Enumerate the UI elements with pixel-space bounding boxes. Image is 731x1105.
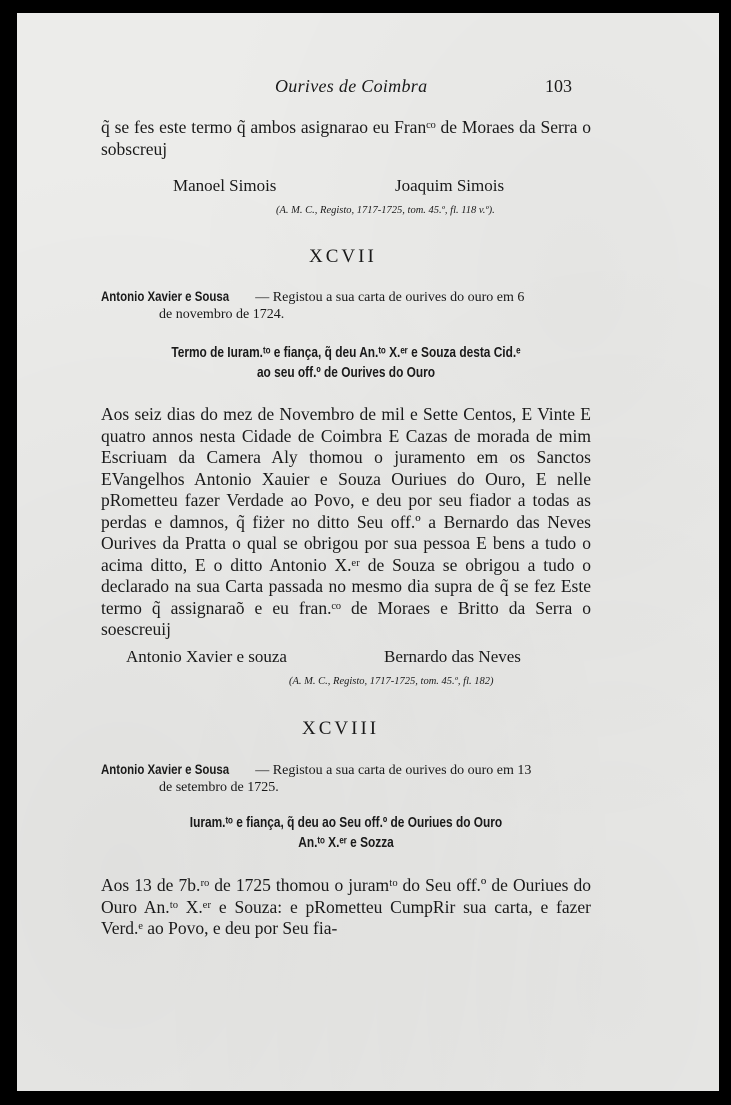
xcvii-summary-name: Antonio Xavier e Sousa	[101, 289, 230, 304]
xcvii-signature-right: Bernardo das Neves	[384, 647, 521, 666]
xcviii-heading-line1: Iuram.ᵗᵒ e fiança, q̃ deu ao Seu off.º de Ouriues do Ouro	[189, 815, 503, 831]
xcvii-citation: (A. M. C., Registo, 1717-1725, tom. 45.º, fl. 182)	[289, 676, 494, 687]
xcvi-closing-text: q̃ se fes este termo q̃ ambos asignarao eu Franᶜᵒ de Moraes da Serra o sobscreuj	[101, 117, 591, 159]
xcvii-body-text: Aos seiz dias do mez de Novembro de mil e Sette Centos, E Vinte E quatro annos nesta Cidade de Coimbra E Cazas de morada de mim Escriuam da Camera Aly thomou o juramento em os Sanctos EVangelhos Antonio Xauier e Souza Ouriues do Ouro, E nelle pRometteu fazer Verdade ao Povo, e deu por seu fiador a todas as perdas e damnos, q̃ fiżer no ditto Seu off.º a Bernardo das Neves Ourives da Pratta o qual se obrigou por sua pessoa E bens a tudo o acima ditto, E o ditto Antonio X.ᵉʳ de Souza se obrigou a tudo o declarado na sua Carta passada no mesmo dia supra de q̃ se fez Este termo q̃ assignaraõ e eu fran.ᶜᵒ de Moraes e Britto da Serra o soescreuij	[101, 404, 591, 639]
xcvi-signature-left: Manoel Simois	[173, 176, 277, 195]
xcvii-heading-line1: Termo de Iuram.ᵗᵒ e fiança, q̃ deu An.ᵗᵒ X.ᵉʳ e Souza desta Cid.ᵉ	[171, 345, 521, 361]
page-number: 103	[545, 76, 572, 96]
xcvii-summary	[101, 288, 591, 323]
xcviii-summary	[101, 761, 591, 796]
xcvi-citation: (A. M. C., Registo, 1717-1725, tom. 45.º, fl. 118 v.º).	[276, 205, 495, 216]
xcviii-summary-date: de setembro de 1725.	[159, 780, 279, 795]
xcvii-summary-date: de novembro de 1724.	[159, 307, 285, 322]
book-page	[17, 13, 719, 1091]
xcviii-body-text: Aos 13 de 7b.ʳᵒ de 1725 thomou o juramᵗᵒ do Seu off.º de Ouriues do Ouro An.ᵗᵒ X.ᵉʳ e Souza: e pRometteu CumpRir sua carta, e fazer Verd.ᵉ ao Povo, e deu por Seu fia-	[101, 875, 591, 938]
xcvii-signature-left: Antonio Xavier e souza	[126, 647, 287, 666]
section-number-xcvii: XCVII	[309, 246, 377, 267]
xcvii-heading-line2: ao seu off.º de Ourives do Ouro	[256, 365, 436, 381]
running-head-title: Ourives de Coimbra	[275, 76, 428, 96]
xcviii-summary-name: Antonio Xavier e Sousa	[101, 762, 230, 777]
xcvii-summary-text: — Registou a sua carta de ourives do ouro em 6	[251, 290, 525, 305]
xcviii-document-heading	[145, 813, 547, 853]
xcviii-summary-text: — Registou a sua carta de ourives do ouro em 13	[251, 763, 532, 778]
xcviii-heading-line2: An.ᵗᵒ X.ᵉʳ e Sozza	[298, 835, 394, 851]
xcvi-signature-right: Joaquim Simois	[395, 176, 505, 195]
section-number-xcviii: XCVIII	[302, 718, 380, 739]
xcvii-document-heading	[145, 343, 547, 383]
